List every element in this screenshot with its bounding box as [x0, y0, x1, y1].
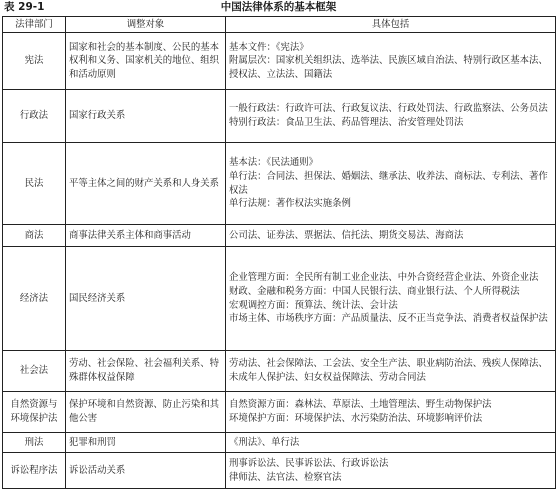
detail-line: 环境保护方面：环境保护法、水污染防治法、环境影响评价法	[229, 413, 483, 424]
table-row	[3, 143, 556, 225]
department-cell: 经济法	[3, 247, 66, 351]
details-cell	[226, 247, 556, 351]
table-caption	[0, 0, 557, 14]
department-cell: 社会法	[3, 351, 66, 392]
detail-line: 基本文件：《宪法》	[229, 41, 309, 53]
header-row	[3, 17, 556, 33]
detail-line: 《刑法》、单行法	[229, 436, 300, 448]
table-row	[3, 247, 556, 351]
detail-line: 公司法、证券法、票据法、信托法、期货交易法、海商法	[229, 229, 464, 241]
details-cell	[226, 33, 556, 90]
department-cell: 宪法	[3, 33, 66, 90]
table-title: 中国法律体系的基本框架	[220, 1, 337, 13]
object-cell: 犯罪和刑罚	[66, 433, 226, 453]
department-cell: 刑法	[3, 433, 66, 453]
detail-line: 宏观调控方面：预算法、统计法、会计法	[229, 299, 398, 311]
details-cell	[226, 90, 556, 143]
table-row	[3, 392, 556, 433]
detail-line: 附属层次：国家机关组织法、选举法、民族区域自治法、特别行政区基本法、授权法、立法法、国籍法	[229, 55, 548, 80]
details-cell	[226, 453, 556, 489]
table-row	[3, 453, 556, 489]
header-object: 调整对象	[66, 17, 226, 33]
object-cell: 商事法律关系主体和商事活动	[66, 225, 226, 247]
detail-line: 一般行政法：行政许可法、行政复议法、行政处罚法、行政监察法、公务员法	[229, 103, 548, 115]
detail-line: 律师法、法官法、检察官法	[229, 471, 342, 483]
object-cell: 平等主体之间的财产关系和人身关系	[66, 143, 226, 225]
table-row	[3, 225, 556, 247]
object-cell: 诉讼活动关系	[66, 453, 226, 489]
details-cell	[226, 351, 556, 392]
object-cell: 国家和社会的基本制度、公民的基本权利和义务、国家机关的地位、组织和活动原则	[66, 33, 226, 90]
detail-line: 特别行政法：食品卫生法、药品管理法、治安管理处罚法	[229, 117, 464, 128]
header-details: 具体包括	[226, 17, 556, 33]
department-cell: 诉讼程序法	[3, 453, 66, 489]
object-cell: 保护环境和自然资源、防止污染和其他公害	[66, 392, 226, 433]
detail-line: 市场主体、市场秩序方面：产品质量法、反不正当竞争法、消费者权益保护法	[229, 313, 548, 325]
table-row	[3, 351, 556, 392]
department-cell: 民法	[3, 143, 66, 225]
law-framework-table	[2, 16, 556, 489]
detail-line: 劳动法、社会保障法、工会法、安全生产法、职业病防治法、残疾人保障法、未成年人保护法、妇女权益保障法、劳动合同法	[229, 358, 548, 383]
object-cell: 国民经济关系	[66, 247, 226, 351]
details-cell	[226, 392, 556, 433]
department-cell: 行政法	[3, 90, 66, 143]
table-row	[3, 33, 556, 90]
detail-line: 单行法规：著作权法实施条例	[229, 198, 351, 210]
header-department: 法律部门	[3, 17, 66, 33]
details-cell	[226, 225, 556, 247]
detail-line: 财政、金融和税务方面：中国人民银行法、商业银行法、个人所得税法	[229, 285, 520, 297]
detail-line: 刑事诉讼法、民事诉讼法、行政诉讼法	[229, 457, 389, 469]
detail-line: 企业管理方面：全民所有制工业企业法、中外合资经营企业法、外资企业法	[229, 272, 539, 284]
details-cell	[226, 143, 556, 225]
table-row	[3, 433, 556, 453]
detail-line: 自然资源方面：森林法、草原法、土地管理法、野生动物保护法	[229, 399, 492, 411]
department-cell: 自然资源与环境保护法	[3, 392, 66, 433]
object-cell: 国家行政关系	[66, 90, 226, 143]
table-number: 表 29-1	[4, 1, 45, 13]
details-cell	[226, 433, 556, 453]
object-cell: 劳动、社会保险、社会福利关系、特殊群体权益保障	[66, 351, 226, 392]
detail-line: 基本法：《民法通则》	[229, 157, 319, 169]
detail-line: 单行法：合同法、担保法、婚姻法、继承法、收养法、商标法、专利法、著作权法	[229, 170, 548, 196]
department-cell: 商法	[3, 225, 66, 247]
table-row	[3, 90, 556, 143]
